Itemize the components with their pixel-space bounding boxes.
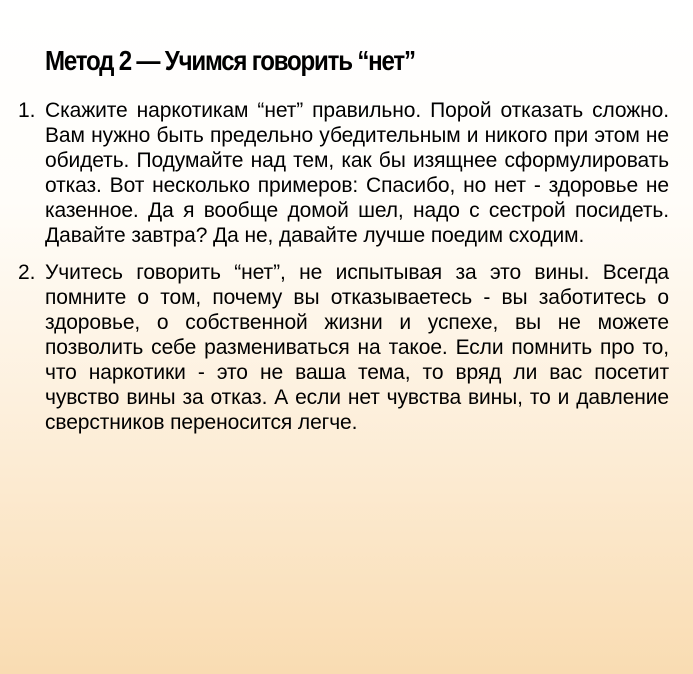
list-item	[18, 98, 669, 248]
list-item-number: 2.	[18, 261, 36, 284]
list-item-number: 1.	[18, 99, 36, 122]
list-item	[18, 260, 669, 435]
slide-title: Метод 2 — Учимся говорить “нет”	[45, 45, 415, 76]
list-item-text: Скажите наркотикам “нет” правильно. Порой отказать сложно. Вам нужно быть предельно убедительным и никого при этом не обидеть. Подумайте над тем, как бы изящнее сформулировать отказ. Вот несколько примеров: Спасибо, но нет - здоровье не казенное. Да я вообще домой шел, надо с сестрой посидеть. Давайте завтра? Да не, давайте лучше поедим сходим.	[45, 99, 669, 247]
list-item-text: Учитесь говорить “нет”, не испытывая за это вины. Всегда помните о том, почему вы отказываетесь - вы заботитесь о здоровье, о собственной жизни и успехе, вы не можете позволить себе размениваться на такое. Если помнить про то, что наркотики - это не ваша тема, то вряд ли вас посетит чувство вины за отказ. А если нет чувства вины, то и давление сверстников переносится легче.	[45, 261, 669, 434]
method-steps-list	[18, 98, 669, 447]
